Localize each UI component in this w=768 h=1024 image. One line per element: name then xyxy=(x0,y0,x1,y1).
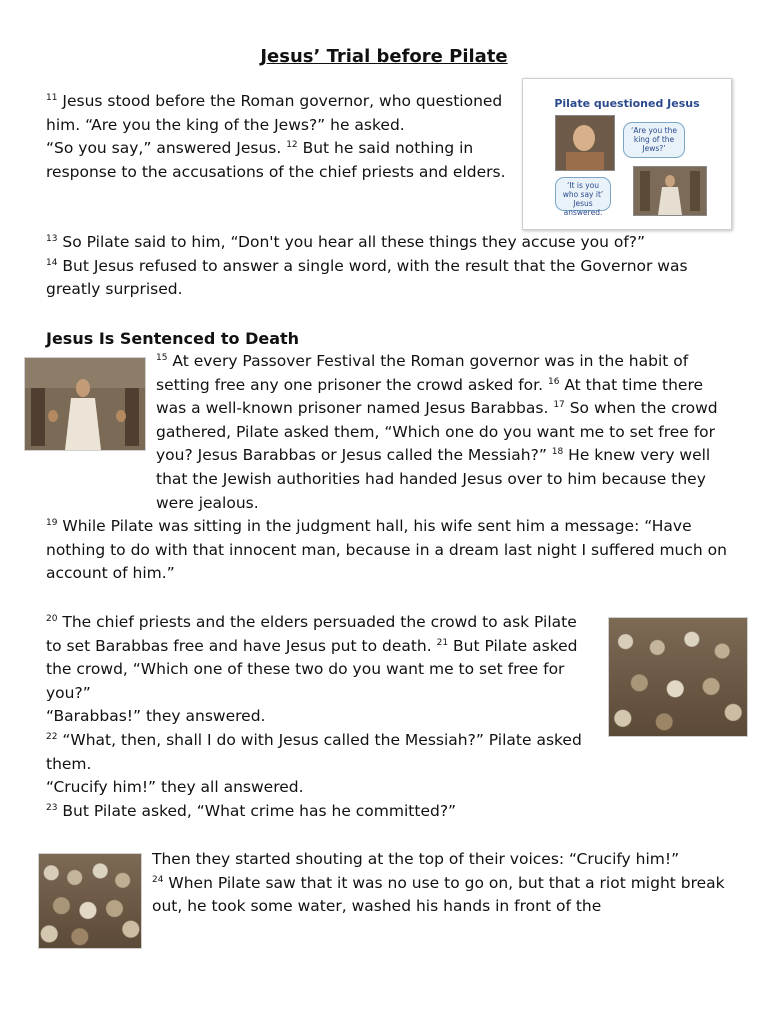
verse-text: The chief priests and the elders persuaded the crowd to ask Pilate to set Barabbas free and have Jesus put to death. xyxy=(46,613,577,655)
verses-15-19 xyxy=(46,350,736,586)
verse-number: 17 xyxy=(553,400,565,411)
shouting-crowd-image xyxy=(38,853,142,949)
figure-title: Pilate questioned Jesus xyxy=(554,97,700,110)
verse-number: 21 xyxy=(436,637,449,648)
verses-11-12 xyxy=(46,90,506,184)
crowd-image xyxy=(608,617,748,737)
pilate-photo xyxy=(555,115,615,171)
verse-text: So when the crowd gathered, Pilate asked them, “Which one do you want me to set free for you? Jesus Barabbas or Jesus called the Messiah?” xyxy=(156,399,718,465)
verse-number: 19 xyxy=(46,518,58,528)
speech-bubble-pilate: ‘Are you the king of the Jews?’ xyxy=(623,122,685,158)
verses-13-14 xyxy=(46,231,736,302)
verse-text: But he said nothing in response to the accusations of the chief priests and elders. xyxy=(46,139,506,181)
verse-text: But Pilate asked, “What crime has he committed?” xyxy=(57,801,457,820)
verse-number: 18 xyxy=(551,447,564,458)
section-heading: Jesus Is Sentenced to Death xyxy=(46,329,300,348)
verse-text: “Crucify him!” they all answered. xyxy=(46,778,304,797)
comic-figure xyxy=(522,78,732,230)
verse-text: He knew very well that the Jewish authorities had handed Jesus over to him because they were jealous. xyxy=(156,446,711,512)
verse-text: When Pilate saw that it was no use to go on, but that a riot might break out, he took some water, washed his hands in front of the xyxy=(152,873,725,916)
verse-text: Jesus stood before the Roman governor, who questioned him. “Are you the king of the Jews?” he asked. xyxy=(46,92,503,134)
pilate-portrait-icon xyxy=(556,116,614,170)
verse-text: While Pilate was sitting in the judgment hall, his wife sent him a message: “Have nothing to do with that innocent man, because in a dream last night I suffered much on account of him.” xyxy=(46,517,727,583)
verse-text: “What, then, shall I do with Jesus called the Messiah?” Pilate asked them. xyxy=(46,730,582,773)
verse-number: 12 xyxy=(286,140,298,151)
verse-number: 15 xyxy=(156,352,168,363)
verse-text: But Jesus refused to answer a single word, with the result that the Governor was greatly surprised. xyxy=(46,256,688,299)
verses-15-17-wrap xyxy=(46,350,736,515)
jesus-figure-icon xyxy=(634,167,706,215)
verse-number: 24 xyxy=(152,874,164,885)
verse-text: Then they started shouting at the top of their voices: “Crucify him!” xyxy=(152,850,680,868)
verse-number: 22 xyxy=(46,731,58,742)
verse-number: 23 xyxy=(46,802,58,813)
verse-number: 13 xyxy=(46,233,58,244)
verses-23-24 xyxy=(152,848,736,919)
speech-bubble-jesus: ‘It is you who say it’ Jesus answered. xyxy=(555,177,611,211)
verse-number: 14 xyxy=(46,257,58,268)
verse-text: So Pilate said to him, “Don't you hear all these things they accuse you of?” xyxy=(57,233,646,251)
page-title: Jesus’ Trial before Pilate xyxy=(260,46,508,67)
verse-text: But Pilate asked the crowd, “Which one of these two do you want me to set free for you?” xyxy=(46,636,578,702)
verse-number: 16 xyxy=(547,376,560,387)
jesus-photo xyxy=(633,166,707,216)
verse-number: 11 xyxy=(46,92,58,103)
verse-number: 20 xyxy=(46,613,58,624)
verse-text: “Barabbas!” they answered. xyxy=(46,707,266,726)
verse-text: At that time there was a well-known prisoner named Jesus Barabbas. xyxy=(156,375,704,418)
verse-text: At every Passover Festival the Roman governor was in the habit of setting free any one prisoner the crowd asked for. xyxy=(156,352,689,394)
verses-20-23 xyxy=(46,611,594,823)
verse-text: “So you say,” answered Jesus. xyxy=(46,139,287,158)
